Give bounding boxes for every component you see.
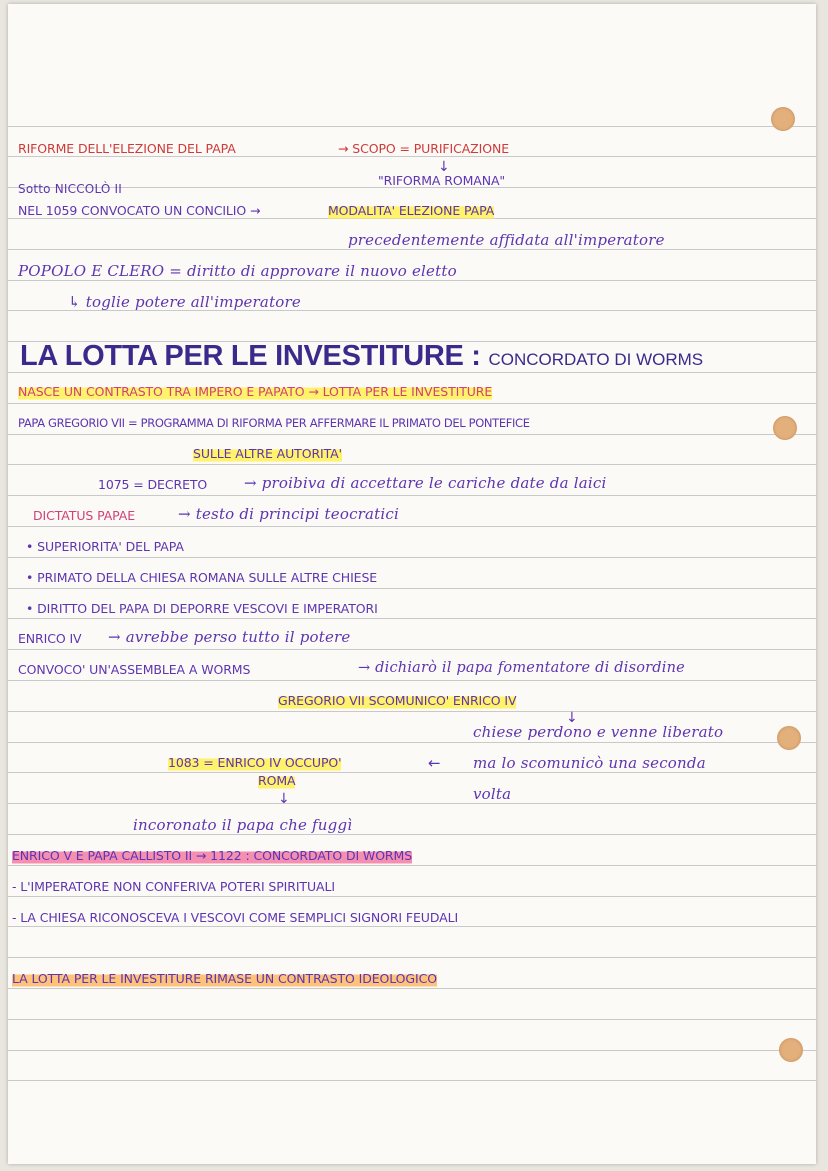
arrow-down-icon: ↓: [438, 159, 450, 175]
proibiva-note: → proibiva di accettare le cariche date da laici: [244, 474, 607, 492]
assemblea-worms: CONVOCO' UN'ASSEMBLEA A WORMS: [18, 662, 251, 677]
ruled-line: [8, 834, 816, 835]
concilio-1059: NEL 1059 CONVOCATO UN CONCILIO →: [18, 203, 261, 218]
imperatore-poteri: - L'IMPERATORE NON CONFERIVA POTERI SPIRITUALI: [12, 879, 335, 894]
ruled-line: [8, 280, 816, 281]
ruled-line: [8, 526, 816, 527]
toglie-potere-note: ↳ toglie potere all'imperatore: [68, 293, 301, 311]
notebook-page: [8, 4, 816, 1164]
chiese-perdono: chiese perdono e venne liberato: [473, 723, 724, 741]
ruled-line: [8, 649, 816, 650]
section-title: [20, 340, 703, 373]
ruled-line: [8, 588, 816, 589]
volta-note: volta: [473, 785, 512, 803]
heading-riforme: RIFORME DELL'ELEZIONE DEL PAPA: [18, 141, 236, 156]
occupo-roma: 1083 = ENRICO IV OCCUPO': [168, 755, 342, 770]
scopo-note: → SCOPO = PURIFICAZIONE: [338, 141, 509, 156]
sotto-niccolo: Sotto NICCOLÒ II: [18, 182, 123, 196]
perso-potere: → avrebbe perso tutto il potere: [108, 628, 351, 646]
ruled-line: [8, 772, 816, 773]
ruled-line: [8, 1019, 816, 1020]
principi-teocratici: → testo di principi teocratici: [178, 505, 400, 523]
ruled-line: [8, 126, 816, 127]
arrow-down-icon: ↓: [278, 791, 290, 807]
ruled-line: [8, 1050, 816, 1051]
enrico-iv: ENRICO IV: [18, 631, 82, 646]
seconda-scomunica: ma lo scomunicò una seconda: [473, 754, 706, 772]
ruled-line: [8, 680, 816, 681]
precedentemente-note: precedentemente affidata all'imperatore: [348, 231, 665, 249]
ruled-line: [8, 711, 816, 712]
ruled-line: [8, 742, 816, 743]
dictatus-papae: DICTATUS PAPAE: [33, 508, 136, 523]
ruled-line: [8, 434, 816, 435]
ruled-line: [8, 403, 816, 404]
fomentatore-note: → dichiarò il papa fomentatore di disordine: [358, 660, 685, 676]
riforma-romana: "RIFORMA ROMANA": [378, 173, 506, 188]
bullet-superiorita: • SUPERIORITA' DEL PAPA: [26, 539, 184, 554]
nasce-contrasto: NASCE UN CONTRASTO TRA IMPERO E PAPATO → LOTTA PER LE INVESTITURE: [18, 384, 493, 399]
ruled-line: [8, 957, 816, 958]
scomunica-enrico: GREGORIO VII SCOMUNICO' ENRICO IV: [278, 693, 517, 708]
modalita-elezione: MODALITA' ELEZIONE PAPA: [328, 203, 495, 218]
decreto-1075: 1075 = DECRETO: [98, 477, 208, 492]
ruled-line: [8, 249, 816, 250]
binder-hole: [779, 1038, 803, 1062]
ruled-line: [8, 495, 816, 496]
ruled-line: [8, 865, 816, 866]
binder-hole: [771, 107, 795, 131]
roma-label: ROMA: [258, 773, 296, 788]
concordato-1122: ENRICO V E PAPA CALLISTO II → 1122 : CONCORDATO DI WORMS: [12, 848, 413, 863]
ruled-line: [8, 557, 816, 558]
arrow-left-icon: ←: [428, 754, 441, 772]
chiesa-vescovi: - LA CHIESA RICONOSCEVA I VESCOVI COME SEMPLICI SIGNORI FEUDALI: [12, 910, 459, 925]
ruled-line: [8, 1080, 816, 1081]
contrasto-ideologico: LA LOTTA PER LE INVESTITURE RIMASE UN CONTRASTO IDEOLOGICO: [12, 971, 437, 986]
bullet-diritto: • DIRITTO DEL PAPA DI DEPORRE VESCOVI E IMPERATORI: [26, 601, 378, 616]
popolo-clero-note: POPOLO E CLERO = diritto di approvare il nuovo eletto: [18, 262, 457, 280]
ruled-line: [8, 896, 816, 897]
ruled-line: [8, 464, 816, 465]
papa-fuggi: incoronato il papa che fuggì: [133, 816, 353, 834]
binder-hole: [777, 726, 801, 750]
ruled-line: [8, 618, 816, 619]
arrow-down-icon: ↓: [566, 710, 578, 726]
ruled-line: [8, 803, 816, 804]
bullet-primato: • PRIMATO DELLA CHIESA ROMANA SULLE ALTRE CHIESE: [26, 570, 378, 585]
altre-autorita: SULLE ALTRE AUTORITA': [193, 446, 342, 461]
title-main: LA LOTTA PER LE INVESTITURE :: [20, 340, 481, 372]
ruled-line: [8, 988, 816, 989]
title-sub: CONCORDATO DI WORMS: [488, 350, 704, 369]
gregorio-programma: PAPA GREGORIO VII = PROGRAMMA DI RIFORMA PER AFFERMARE IL PRIMATO DEL PONTEFICE: [18, 416, 530, 430]
binder-hole: [773, 416, 797, 440]
